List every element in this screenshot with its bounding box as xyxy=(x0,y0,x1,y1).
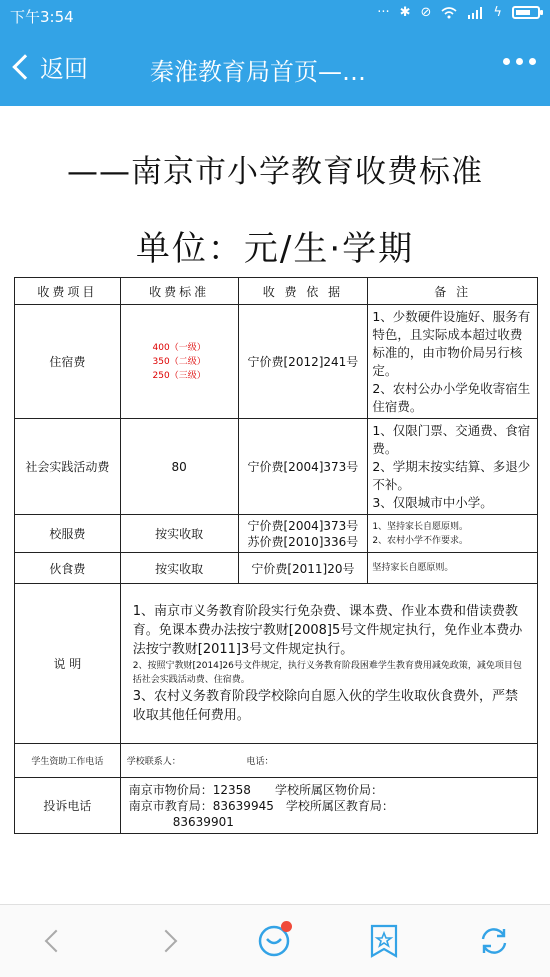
standard-level-1: 400（一级） xyxy=(152,342,206,353)
note-cell: 坚持家长自愿原则。 xyxy=(368,553,538,584)
standard-cell: 80 xyxy=(120,419,238,515)
doc-unit: 单位：元/生·学期 xyxy=(135,229,415,269)
table-row xyxy=(15,419,538,515)
header-cell: 收费标准 xyxy=(120,278,238,305)
standard-cell xyxy=(120,305,238,419)
table-row xyxy=(15,553,538,584)
explanation-p3: 3、农村义务教育阶段学校除向自愿入伙的学生收取伙食费外，严禁收取其他任何费用。 xyxy=(132,689,519,723)
basis-cell: 宁价费[2012]241号 xyxy=(238,305,368,419)
aid-content xyxy=(120,744,537,778)
explanation-content xyxy=(120,584,537,744)
complaint-row xyxy=(15,778,538,834)
note-cell: 1、坚持家长自愿原则。 2、农村小学不作要求。 xyxy=(368,515,538,553)
basis-cell: 宁价费[2004]373号 苏价费[2010]336号 xyxy=(238,515,368,553)
note-cell: 1、少数硬件设施好、服务有特色，且实际成本超过收费标准的，由市物价局另行核定。 2、农村公办小学免收寄宿生住宿费。 xyxy=(368,305,538,419)
nav-bar xyxy=(0,30,550,106)
table-row xyxy=(15,305,538,419)
notification-dot xyxy=(281,921,292,932)
item-cell: 校服费 xyxy=(15,515,121,553)
explanation-row xyxy=(15,584,538,744)
aid-label: 学生资助工作电话 xyxy=(15,744,121,778)
item-cell: 住宿费 xyxy=(15,305,121,419)
explanation-p2: 2、按照宁教财[2014]26号文件规定，执行义务教育阶段困难学生教育费用减免政策，减免项目包括社会实践活动费、住宿费。 xyxy=(132,661,522,685)
bottom-toolbar xyxy=(0,904,550,977)
aid-row xyxy=(15,744,538,778)
refresh-icon xyxy=(477,924,511,958)
prev-button[interactable] xyxy=(36,921,76,961)
doc-title: ——南京市小学教育收费标准 xyxy=(67,154,483,190)
basis-cell: 宁价费[2004]373号 xyxy=(238,419,368,515)
aid-contact: 学校联系人： xyxy=(126,757,181,767)
complaint-line: 南京市物价局：12358 学校所属区物价局： xyxy=(128,782,383,797)
table-header-row xyxy=(15,278,538,305)
chat-button[interactable] xyxy=(254,921,294,961)
favorite-icon xyxy=(369,924,399,958)
refresh-button[interactable] xyxy=(474,921,514,961)
page-title: 秦淮教育局首页—… xyxy=(150,58,366,86)
back-button[interactable] xyxy=(10,49,88,84)
status-time: 下午3:54 xyxy=(10,8,74,26)
signal-icon xyxy=(467,7,483,19)
back-label: 返回 xyxy=(40,55,88,83)
standard-cell: 按实收取 xyxy=(120,553,238,584)
charging-icon: ϟ xyxy=(493,5,502,20)
back-chevron-icon xyxy=(12,54,37,79)
fee-table xyxy=(14,277,538,834)
aid-phone: 电话： xyxy=(246,757,274,767)
status-icons xyxy=(377,5,540,20)
next-button[interactable] xyxy=(146,921,186,961)
item-cell: 社会实践活动费 xyxy=(15,419,121,515)
explanation-p1: 1、南京市义务教育阶段实行免杂费、课本费、作业本费和借读费教育。免课本费办法按宁教财[2008]5号文件规定执行，免作业本费办法按宁教财[2011]3号文件规定执行。 xyxy=(132,604,523,657)
table-row xyxy=(15,515,538,553)
next-icon xyxy=(155,930,178,953)
prev-icon xyxy=(45,930,68,953)
complaint-line: 83639901 xyxy=(172,814,234,829)
header-cell: 备 注 xyxy=(368,278,538,305)
favorite-button[interactable] xyxy=(364,921,404,961)
battery-icon xyxy=(512,6,540,19)
document-image xyxy=(0,106,550,906)
standard-level-3: 250（三级） xyxy=(152,370,206,381)
header-cell: 收 费 依 据 xyxy=(238,278,368,305)
standard-cell: 按实收取 xyxy=(120,515,238,553)
standard-level-2: 350（二级） xyxy=(152,356,206,367)
mute-icon: ⊘ xyxy=(420,5,432,20)
complaint-content xyxy=(120,778,537,834)
more-status-icon: ··· xyxy=(377,5,390,20)
explanation-label: 说 明 xyxy=(15,584,121,744)
more-icon[interactable] xyxy=(503,58,536,65)
bluetooth-icon: ✱ xyxy=(399,5,411,20)
complaint-line: 南京市教育局：83639945 学校所属区教育局： xyxy=(128,798,394,813)
wifi-icon xyxy=(441,7,457,19)
item-cell: 伙食费 xyxy=(15,553,121,584)
note-cell: 1、仅限门票、交通费、食宿费。 2、学期末按实结算、多退少不补。 3、仅限城市中小学。 xyxy=(368,419,538,515)
status-bar xyxy=(0,0,550,30)
basis-cell: 宁价费[2011]20号 xyxy=(238,553,368,584)
complaint-label: 投诉电话 xyxy=(15,778,121,834)
header-cell: 收费项目 xyxy=(15,278,121,305)
